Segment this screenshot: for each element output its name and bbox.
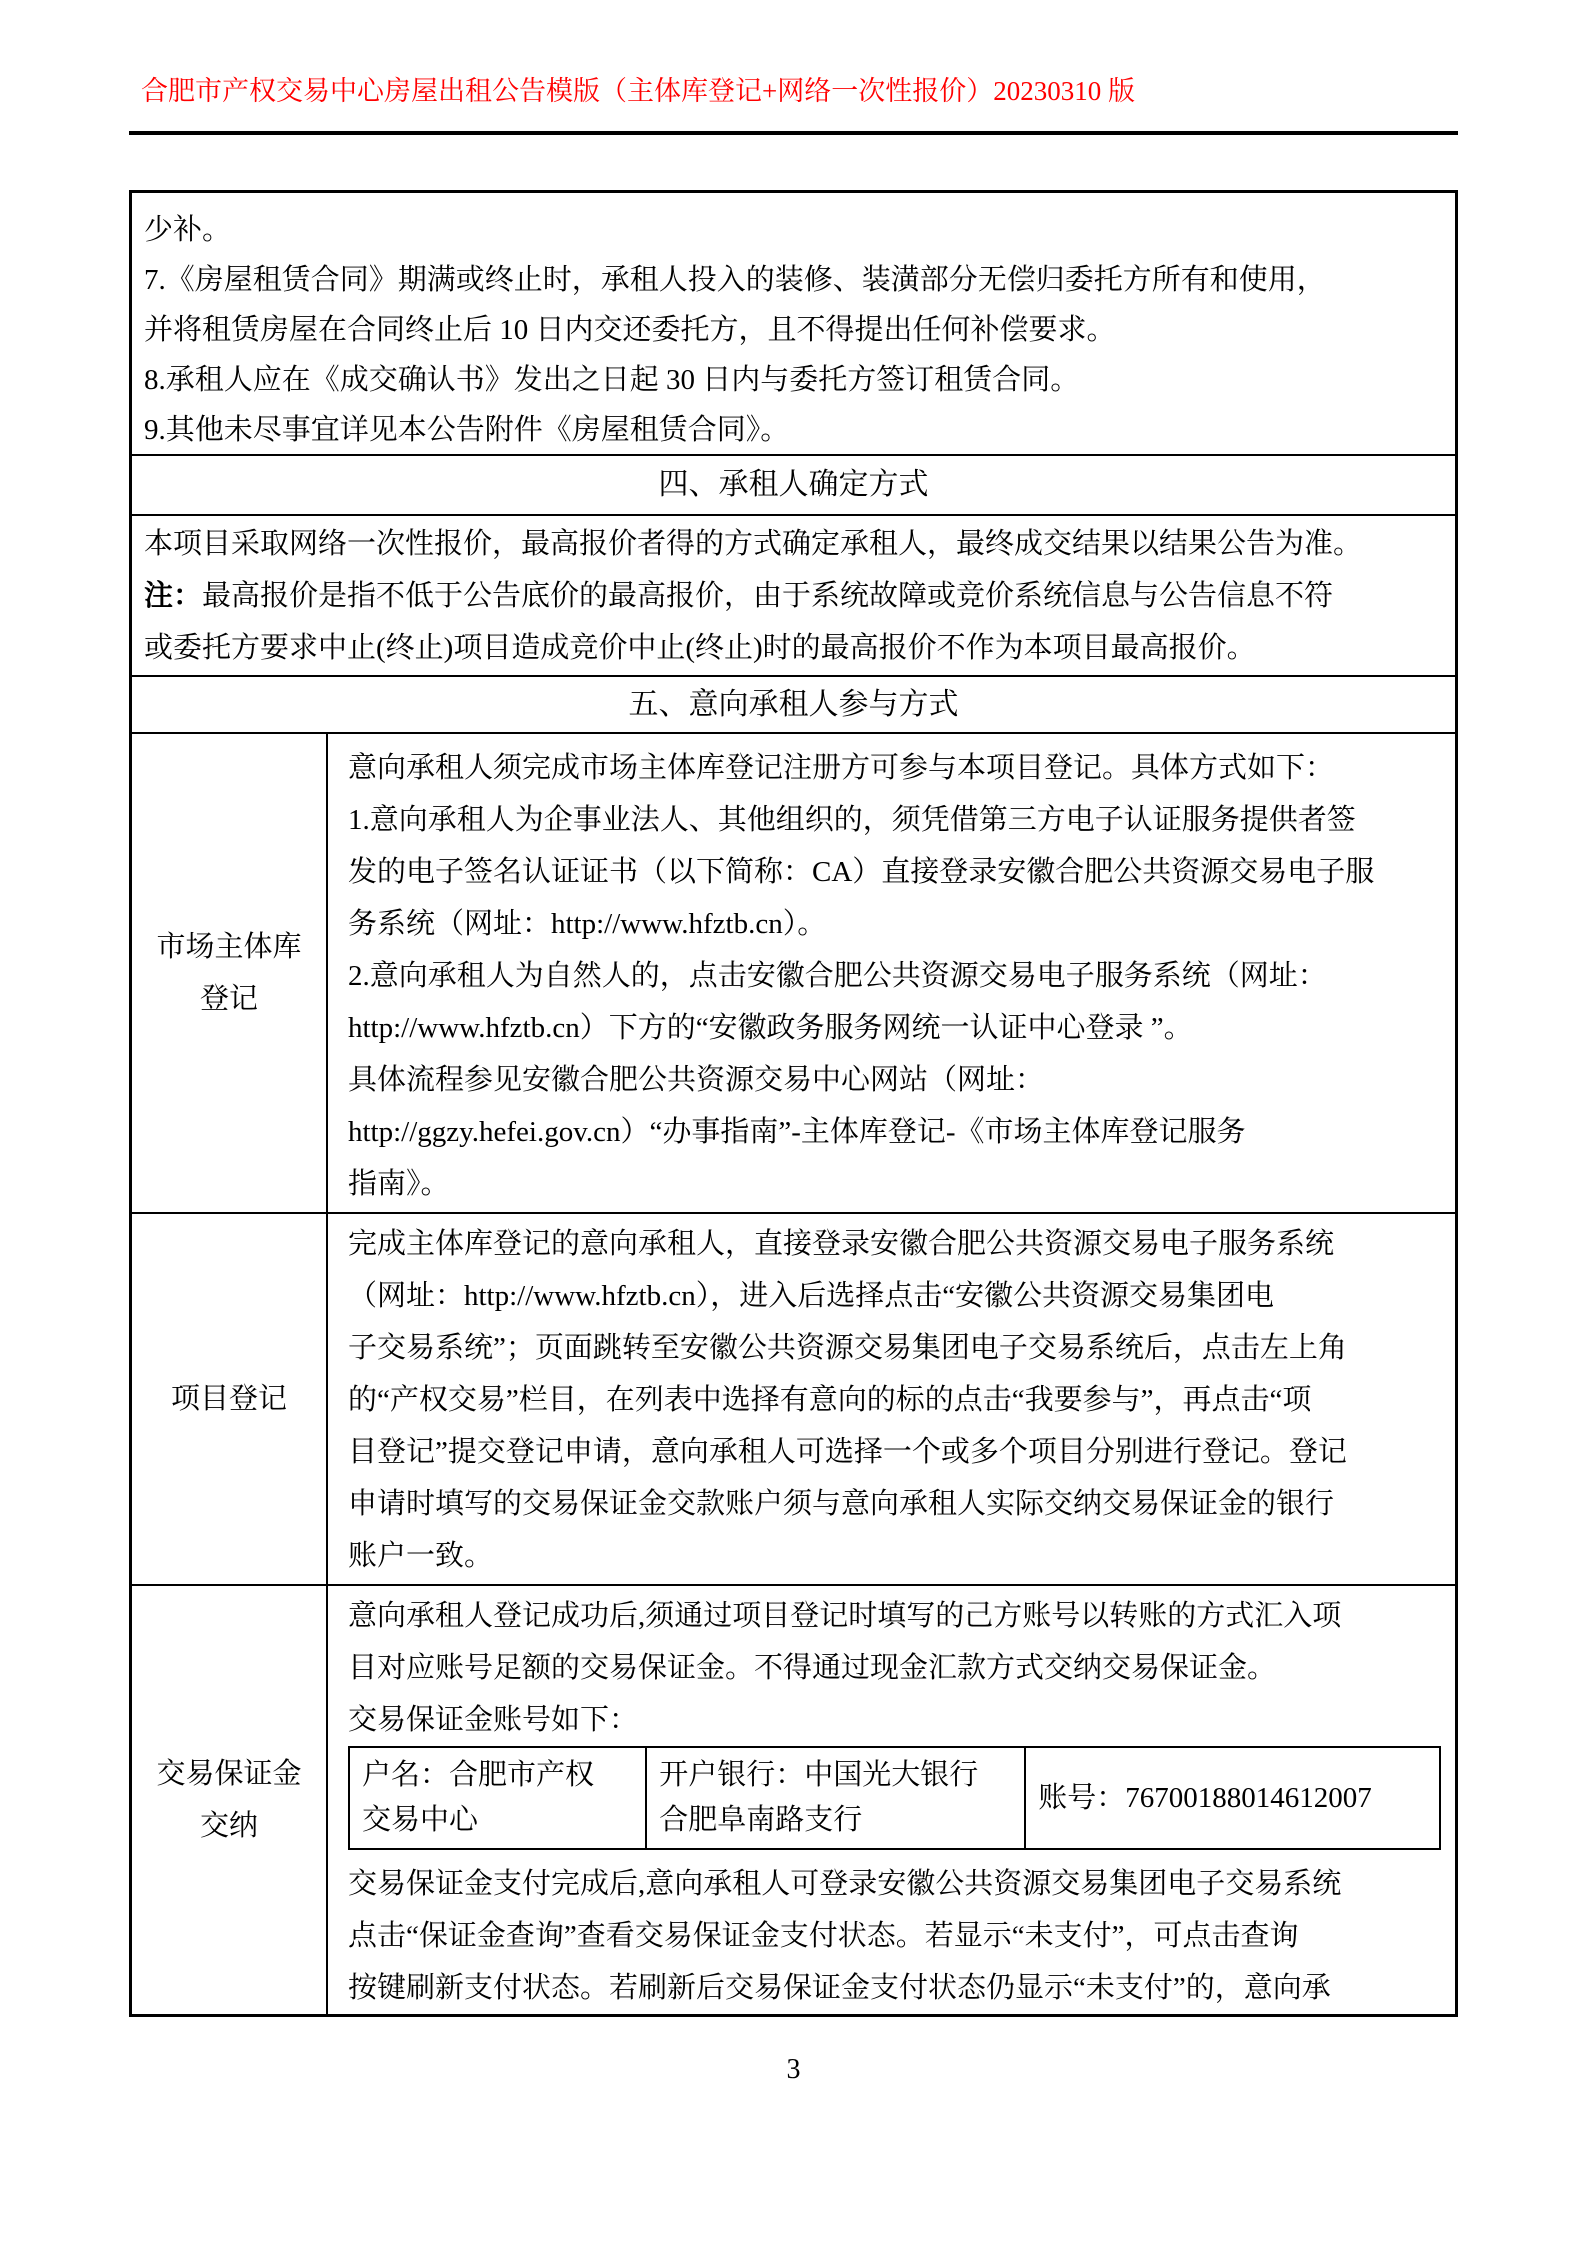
row-project-registration — [132, 1214, 1455, 1586]
body-line: 完成主体库登记的意向承租人，直接登录安徽合肥公共资源交易电子服务系统 — [348, 1228, 1335, 1260]
bank-line: 合肥阜南路支行 — [659, 1804, 863, 1836]
clauses-cell — [132, 193, 1455, 456]
body-line: 点击“保证金查询”查看交易保证金支付状态。若显示“未支付”，可点击查询 — [348, 1920, 1299, 1952]
section4-body-cell — [132, 516, 1455, 677]
market-registration-content — [328, 734, 1455, 1212]
body-line: 意向承租人须完成市场主体库登记注册方可参与本项目登记。具体方式如下： — [348, 752, 1335, 784]
body-line: 指南》。 — [348, 1168, 450, 1200]
body-line: 2.意向承租人为自然人的，点击安徽合肥公共资源交易电子服务系统（网址： — [348, 960, 1327, 992]
deposit-account-table — [348, 1746, 1441, 1850]
body-line: 按键刷新支付状态。若刷新后交易保证金支付状态仍显示“未支付”的，意向承 — [348, 1972, 1331, 2004]
clause-line: 8.承租人应在《成交确认书》发出之日起 30 日内与委托方签订租赁合同。 — [144, 364, 1080, 396]
account-number: 账号：76700188014612007 — [1038, 1782, 1372, 1814]
note-label: 注： — [144, 580, 203, 612]
body-line: 意向承租人登记成功后,须通过项目登记时填写的己方账号以转账的方式汇入项 — [348, 1600, 1342, 1632]
clause-line: 7.《房屋租赁合同》期满或终止时，承租人投入的装修、装潢部分无偿归委托方所有和使用， — [144, 264, 1326, 296]
bank-cell — [647, 1748, 1026, 1848]
clause-line: 并将租赁房屋在合同终止后 10 日内交还委托方，且不得提出任何补偿要求。 — [144, 314, 1116, 346]
account-holder-cell — [350, 1748, 647, 1848]
account-holder-line: 户名：合肥市产权 — [362, 1759, 595, 1791]
page-number: 3 — [786, 2054, 801, 2085]
market-registration-label — [132, 734, 328, 1212]
body-line: 1.意向承租人为企事业法人、其他组织的，须凭借第三方电子认证服务提供者签 — [348, 804, 1356, 836]
body-line: 务系统（网址：http://www.hfztb.cn）。 — [348, 908, 827, 940]
label-line: 登记 — [199, 983, 258, 1015]
label-line: 项目登记 — [170, 1383, 287, 1415]
body-line: 交易保证金账号如下： — [348, 1704, 639, 1736]
deposit-payment-content — [328, 1586, 1455, 2014]
label-line: 交纳 — [199, 1810, 258, 1842]
body-line: 申请时填写的交易保证金交款账户须与意向承租人实际交纳交易保证金的银行 — [348, 1488, 1335, 1520]
label-line: 交易保证金 — [156, 1758, 302, 1790]
body-line: 目登记”提交登记申请，意向承租人可选择一个或多个项目分别进行登记。登记 — [348, 1436, 1347, 1468]
body-line-note — [144, 570, 1443, 622]
body-line: 账户一致。 — [348, 1540, 494, 1572]
project-registration-content — [328, 1214, 1455, 1584]
section5-title: 五、意向承租人参与方式 — [132, 677, 1455, 734]
header-rule — [129, 131, 1458, 135]
project-registration-label — [132, 1214, 328, 1584]
section4-title: 四、承租人确定方式 — [132, 456, 1455, 516]
clause-line: 少补。 — [144, 214, 232, 246]
document-title: 合肥市产权交易中心房屋出租公告模版（主体库登记+网络一次性报价）20230310 版 — [141, 76, 1135, 106]
body-line: 子交易系统”；页面跳转至安徽公共资源交易集团电子交易系统后，点击左上角 — [348, 1332, 1347, 1364]
body-line: http://ggzy.hefei.gov.cn）“办事指南”-主体库登记-《市场主体库登记服务 — [348, 1116, 1246, 1148]
body-line: 具体流程参见安徽合肥公共资源交易中心网站（网址： — [348, 1064, 1045, 1096]
account-number-cell — [1026, 1748, 1439, 1848]
body-line: 目对应账号足额的交易保证金。不得通过现金汇款方式交纳交易保证金。 — [348, 1652, 1277, 1684]
body-line: （网址：http://www.hfztb.cn），进入后选择点击“安徽公共资源交易集团电 — [348, 1280, 1275, 1312]
account-holder-line: 交易中心 — [362, 1804, 479, 1836]
label-line: 市场主体库 — [156, 931, 302, 963]
body-line: 发的电子签名认证证书（以下简称：CA）直接登录安徽合肥公共资源交易电子服 — [348, 856, 1375, 888]
body-line: 本项目采取网络一次性报价，最高报价者得的方式确定承租人，最终成交结果以结果公告为准。 — [144, 528, 1363, 560]
body-line: http://www.hfztb.cn）下方的“安徽政务服务网统一认证中心登录 ”。 — [348, 1012, 1193, 1044]
announcement-table — [129, 190, 1458, 2017]
body-line: 的“产权交易”栏目，在列表中选择有意向的标的点击“我要参与”，再点击“项 — [348, 1384, 1312, 1416]
clause-line: 9.其他未尽事宜详见本公告附件《房屋租赁合同》。 — [144, 414, 790, 446]
note-text: 最高报价是指不低于公告底价的最高报价，由于系统故障或竞价系统信息与公告信息不符 — [202, 580, 1334, 612]
row-deposit-payment — [132, 1586, 1455, 2014]
body-line: 交易保证金支付完成后,意向承租人可登录安徽公共资源交易集团电子交易系统 — [348, 1868, 1342, 1900]
deposit-payment-label — [132, 1586, 328, 2014]
body-line: 或委托方要求中止(终止)项目造成竞价中止(终止)时的最高报价不作为本项目最高报价。 — [144, 632, 1256, 664]
row-market-registration — [132, 734, 1455, 1214]
bank-line: 开户银行：中国光大银行 — [659, 1759, 979, 1791]
